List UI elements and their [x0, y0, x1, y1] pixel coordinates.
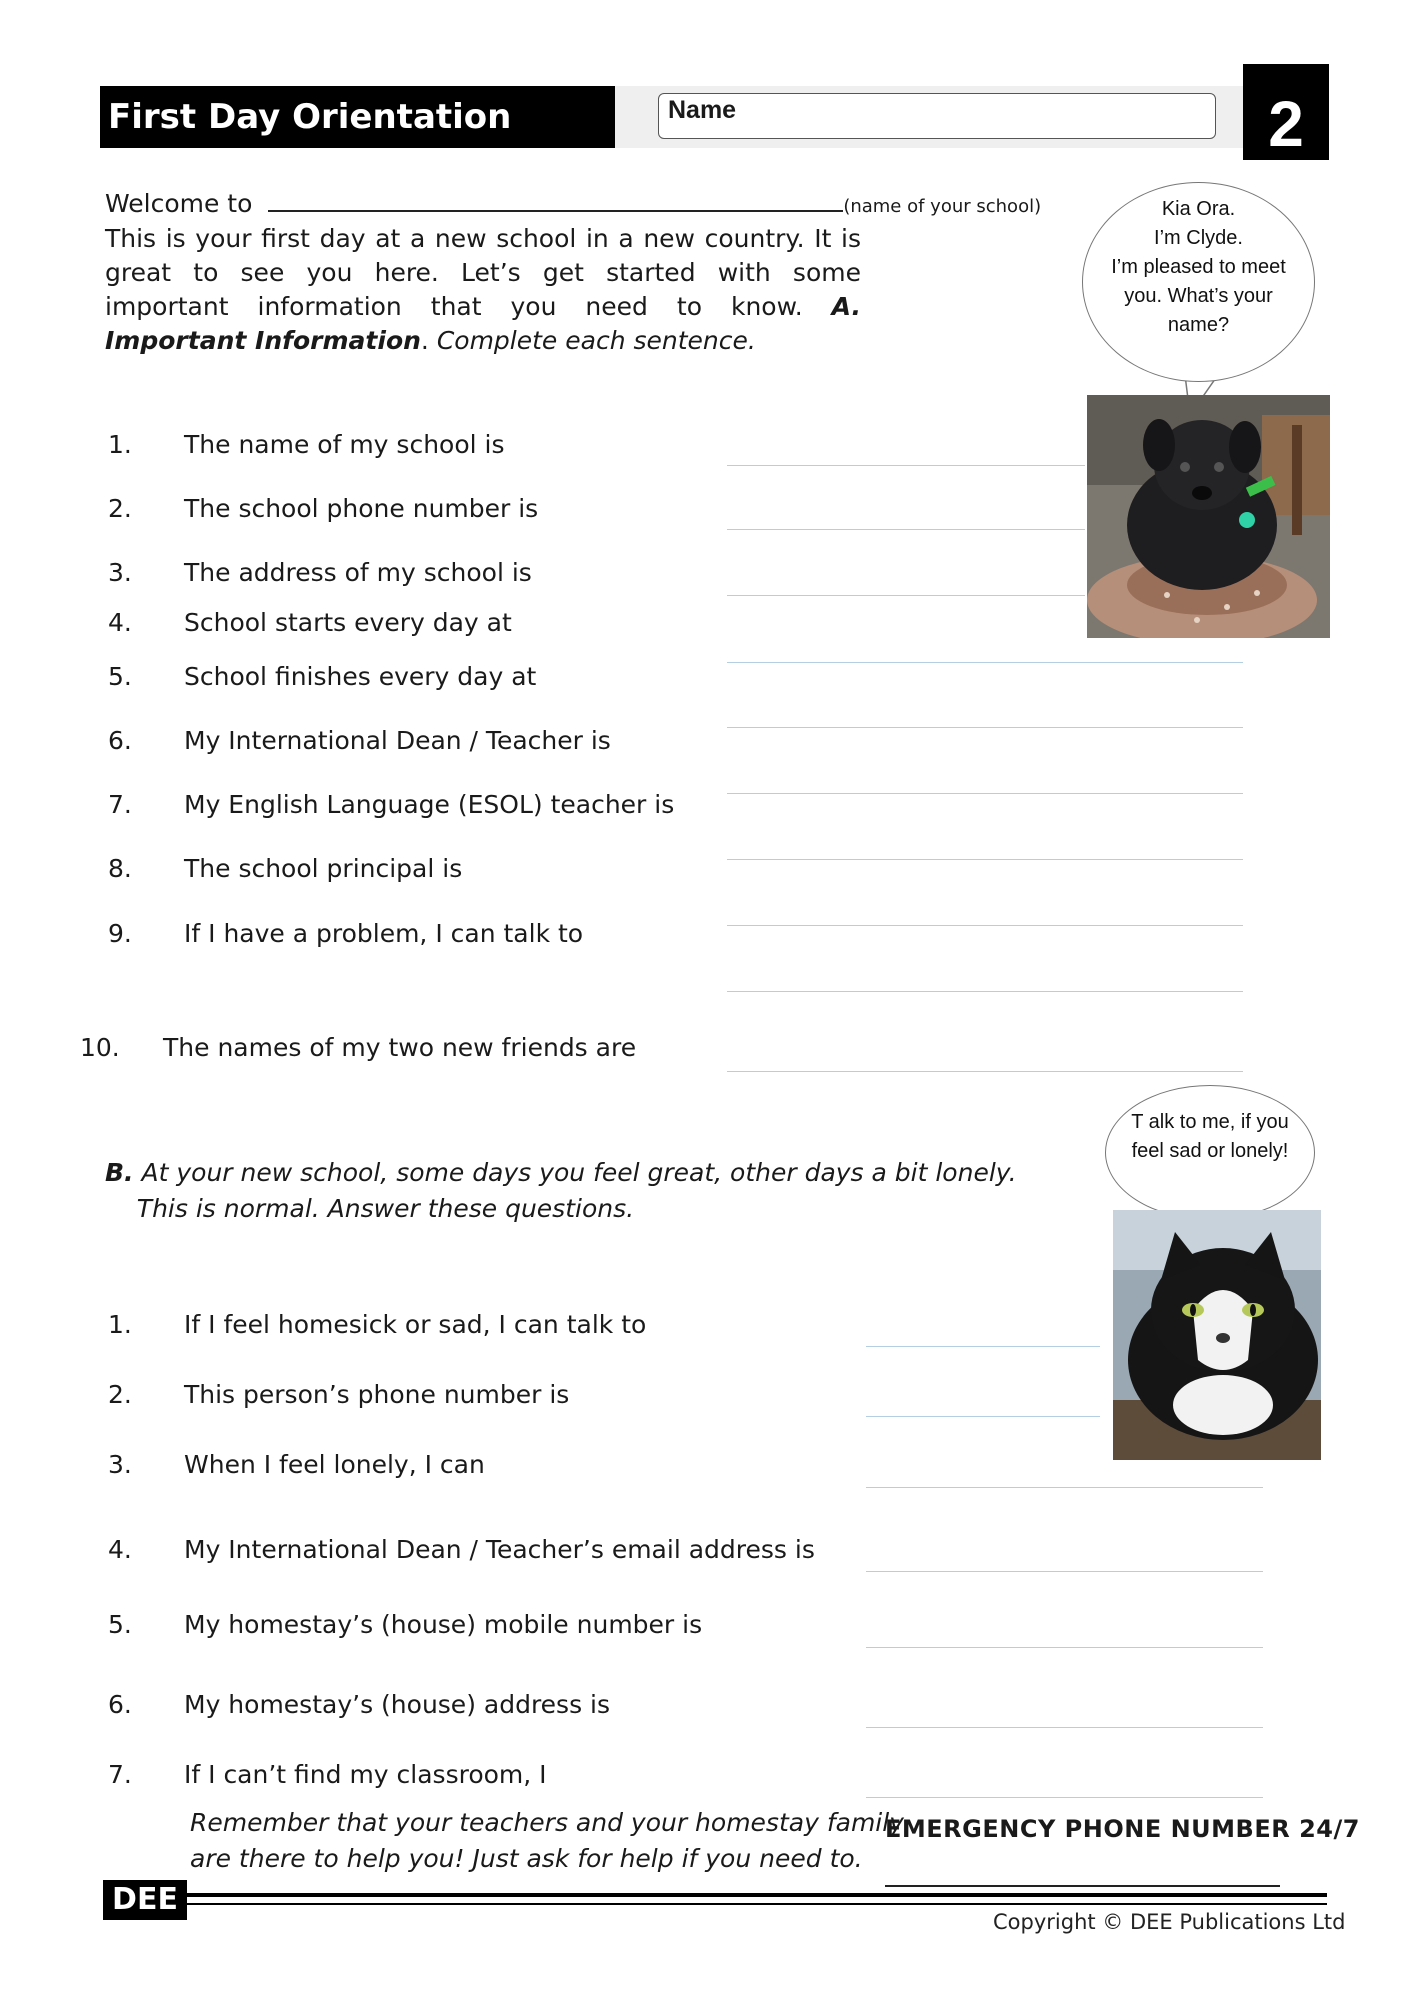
section-b-item-text: If I feel homesick or sad, I can talk to [184, 1310, 647, 1339]
section-b-answer-line[interactable] [866, 1346, 1100, 1347]
section-a-heading: A. Important Information [105, 292, 861, 355]
section-a-item-text: The school principal is [184, 854, 463, 883]
page-number: 2 [1243, 64, 1329, 160]
school-name-note: (name of your school) [843, 196, 1042, 217]
reminder-line2: are there to help you! Just ask for help if you need to. [190, 1844, 863, 1873]
section-b-item-number: 2. [108, 1380, 132, 1409]
intro-body: This is your first day at a new school in a new country. It is great to see you here. Let’s get started with some important information that you need to know. [105, 224, 861, 321]
section-a-item-number: 9. [108, 919, 132, 948]
dog-bubble-line: I’m pleased to meet [1111, 256, 1286, 278]
section-a-item-text: School finishes every day at [184, 662, 537, 691]
section-b-answer-line[interactable] [866, 1487, 1263, 1488]
section-b-item-number: 3. [108, 1450, 132, 1479]
section-a-item-number: 1. [108, 430, 132, 459]
section-b-intro [105, 1155, 1017, 1227]
section-a-item-text: The school phone number is [184, 494, 539, 523]
section-a-item-text: If I have a problem, I can talk to [184, 919, 584, 948]
section-b-answer-line[interactable] [866, 1647, 1263, 1648]
section-b-line1: At your new school, some days you feel great, other days a bit lonely. [141, 1158, 1017, 1187]
section-b-item-text: If I can’t find my classroom, I [184, 1760, 547, 1789]
welcome-line [105, 188, 1041, 218]
publisher-logo: DEE [103, 1880, 187, 1920]
section-a-answer-line[interactable] [727, 1071, 1243, 1072]
section-b-answer-line[interactable] [866, 1571, 1263, 1572]
dog-bubble-line: you. What’s your [1124, 285, 1273, 307]
section-a-item-number: 2. [108, 494, 132, 523]
cat-speech-bubble [1105, 1085, 1315, 1220]
emergency-number-blank[interactable] [885, 1885, 1280, 1887]
section-a-item-number: 6. [108, 726, 132, 755]
section-a-item-number: 4. [108, 608, 132, 637]
emergency-label: EMERGENCY PHONE NUMBER 24/7 [885, 1815, 1360, 1843]
reminder-line1: Remember that your teachers and your homestay family [190, 1808, 904, 1837]
section-b-item-text: My homestay’s (house) address is [184, 1690, 611, 1719]
section-b-item-text: My homestay’s (house) mobile number is [184, 1610, 703, 1639]
section-b-item-number: 1. [108, 1310, 132, 1339]
dog-speech-bubble [1082, 182, 1315, 382]
name-field[interactable] [658, 93, 1216, 139]
section-a-answer-line[interactable] [727, 925, 1243, 926]
section-b-answer-line[interactable] [866, 1727, 1263, 1728]
welcome-text: Welcome to [105, 189, 253, 218]
name-label: Name [668, 96, 737, 124]
section-a-item-number: 10. [80, 1033, 120, 1062]
section-b-line2: This is normal. Answer these questions. [136, 1194, 635, 1223]
section-a-answer-line[interactable] [727, 991, 1243, 992]
footer-rule [187, 1893, 1327, 1897]
section-a-answer-line[interactable] [727, 793, 1243, 794]
section-a-item-number: 5. [108, 662, 132, 691]
dog-photo [1087, 395, 1330, 638]
footer-rule [187, 1903, 1327, 1905]
section-a-item-number: 3. [108, 558, 132, 587]
dog-bubble-line: Kia Ora. [1161, 198, 1236, 220]
copyright: Copyright © DEE Publications Ltd [993, 1910, 1346, 1934]
section-a-item-text: School starts every day at [184, 608, 512, 637]
section-b-item-number: 5. [108, 1610, 132, 1639]
cat-bubble-line: feel sad or lonely! [1131, 1140, 1289, 1162]
section-b-label: B. [105, 1158, 134, 1187]
section-b-item-text: This person’s phone number is [184, 1380, 570, 1409]
section-b-answer-line[interactable] [866, 1416, 1100, 1417]
dog-bubble-line: name? [1167, 314, 1230, 336]
section-a-item-text: My English Language (ESOL) teacher is [184, 790, 675, 819]
section-a-answer-line[interactable] [727, 662, 1243, 663]
section-a-item-number: 8. [108, 854, 132, 883]
section-a-item-text: The names of my two new friends are [163, 1033, 637, 1062]
section-a-answer-line[interactable] [727, 529, 1085, 530]
cat-photo [1113, 1210, 1321, 1460]
section-b-item-text: When I feel lonely, I can [184, 1450, 485, 1479]
school-name-blank[interactable] [268, 188, 843, 212]
cat-bubble-line: T alk to me, if you [1131, 1111, 1289, 1133]
section-a-item-number: 7. [108, 790, 132, 819]
section-a-item-text: The name of my school is [184, 430, 505, 459]
section-b-item-text: My International Dean / Teacher’s email address is [184, 1535, 815, 1564]
section-b-item-number: 4. [108, 1535, 132, 1564]
intro-paragraph: This is your first day at a new school in a new country. It is great to see you here. Let’s get started with some important information that you need to know. A. Important Information. Complete each sentence. [105, 224, 861, 355]
section-a-item-text: My International Dean / Teacher is [184, 726, 611, 755]
section-a-answer-line[interactable] [727, 859, 1243, 860]
worksheet-title: First Day Orientation [100, 86, 615, 148]
section-b-answer-line[interactable] [866, 1797, 1263, 1798]
section-a-answer-line[interactable] [727, 465, 1085, 466]
section-b-item-number: 6. [108, 1690, 132, 1719]
reminder-note [190, 1805, 904, 1877]
section-a-item-text: The address of my school is [184, 558, 532, 587]
dog-bubble-line: I’m Clyde. [1154, 227, 1243, 249]
section-a-answer-line[interactable] [727, 727, 1243, 728]
section-b-item-number: 7. [108, 1760, 132, 1789]
section-a-instruction: Complete each sentence. [436, 326, 756, 355]
section-a-answer-line[interactable] [727, 595, 1085, 596]
